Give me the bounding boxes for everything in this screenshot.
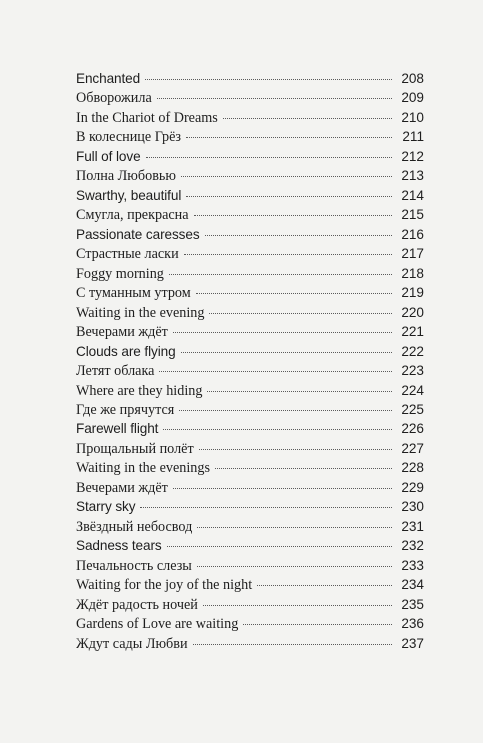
dot-leader bbox=[197, 565, 392, 567]
toc-entry-title: Звёздный небосвод bbox=[76, 518, 193, 535]
dot-leader bbox=[186, 195, 392, 197]
toc-entry-title: Ждёт радость ночей bbox=[76, 596, 198, 613]
toc-entry-page-number: 210 bbox=[401, 109, 424, 125]
toc-entry bbox=[76, 381, 424, 400]
toc-entry-title: Waiting for the joy of the night bbox=[76, 577, 253, 594]
dot-leader bbox=[194, 214, 392, 216]
toc-entry bbox=[76, 614, 424, 633]
toc-entry-title: Gardens of Love are waiting bbox=[76, 616, 239, 633]
toc-entry-title: Летят облака bbox=[76, 363, 155, 380]
toc-entry bbox=[76, 575, 424, 594]
dot-leader bbox=[186, 136, 392, 138]
toc-entry bbox=[76, 517, 424, 536]
toc-entry-title: Ждут сады Любви bbox=[76, 635, 188, 652]
toc-entry bbox=[76, 166, 424, 185]
toc-entry-page-number: 221 bbox=[401, 324, 424, 340]
toc-entry bbox=[76, 108, 424, 127]
toc-entry bbox=[76, 556, 424, 575]
toc-entry-page-number: 232 bbox=[401, 538, 424, 554]
toc-entry bbox=[76, 595, 424, 614]
dot-leader bbox=[146, 156, 392, 158]
toc-entry bbox=[76, 264, 424, 283]
toc-entry-title: Вечерами ждёт bbox=[76, 324, 168, 341]
toc-entry bbox=[76, 342, 424, 361]
toc-entry-page-number: 214 bbox=[401, 187, 424, 203]
dot-leader bbox=[207, 390, 392, 392]
toc-entry bbox=[76, 283, 424, 302]
dot-leader bbox=[197, 526, 392, 528]
dot-leader bbox=[184, 253, 392, 255]
toc-entry bbox=[76, 69, 424, 88]
dot-leader bbox=[181, 351, 392, 353]
toc-entry-title: Прощальный полёт bbox=[76, 440, 194, 457]
toc-entry-page-number: 212 bbox=[401, 148, 424, 164]
toc-entry-title: Полна Любовью bbox=[76, 168, 176, 185]
toc-entry-page-number: 217 bbox=[401, 246, 424, 262]
toc-entry-page-number: 233 bbox=[401, 557, 424, 573]
toc-entry bbox=[76, 244, 424, 263]
toc-entry-title: Swarthy, beautiful bbox=[76, 187, 182, 203]
toc-entry bbox=[76, 88, 424, 107]
toc-entry-page-number: 234 bbox=[401, 577, 424, 593]
dot-leader bbox=[163, 428, 392, 430]
dot-leader bbox=[243, 623, 392, 625]
dot-leader bbox=[167, 545, 392, 547]
toc-entry bbox=[76, 303, 424, 322]
toc-entry bbox=[76, 419, 424, 438]
dot-leader bbox=[257, 584, 392, 586]
toc-entry-page-number: 226 bbox=[401, 421, 424, 437]
toc-entry-title: Waiting in the evenings bbox=[76, 460, 211, 477]
toc-entry bbox=[76, 127, 424, 146]
toc-entry-page-number: 237 bbox=[401, 635, 424, 651]
toc-entry bbox=[76, 322, 424, 341]
toc-entry-title: В колеснице Грёз bbox=[76, 129, 182, 146]
toc-entry-page-number: 220 bbox=[401, 304, 424, 320]
toc-entry-page-number: 227 bbox=[401, 440, 424, 456]
toc-entry-page-number: 222 bbox=[401, 343, 424, 359]
toc-entry bbox=[76, 536, 424, 555]
dot-leader bbox=[169, 273, 392, 275]
dot-leader bbox=[173, 331, 392, 333]
toc-entry bbox=[76, 497, 424, 516]
toc-entry-page-number: 229 bbox=[401, 479, 424, 495]
toc-entry-page-number: 235 bbox=[401, 596, 424, 612]
toc-entry-page-number: 213 bbox=[401, 168, 424, 184]
toc-entry-title: Страстные ласки bbox=[76, 246, 179, 263]
toc-entry bbox=[76, 225, 424, 244]
toc-entry-page-number: 208 bbox=[401, 71, 424, 86]
toc-entry-page-number: 225 bbox=[401, 401, 424, 417]
dot-leader bbox=[205, 234, 392, 236]
toc-entry-page-number: 216 bbox=[401, 226, 424, 242]
toc-entry-title: Foggy morning bbox=[76, 265, 164, 282]
toc-entry-title: Where are they hiding bbox=[76, 382, 203, 399]
dot-leader bbox=[145, 78, 392, 80]
toc-entry-title: Обворожила bbox=[76, 90, 152, 107]
toc-entry bbox=[76, 147, 424, 166]
dot-leader bbox=[159, 370, 392, 372]
toc-entry-title: Вечерами ждёт bbox=[76, 479, 168, 496]
toc-entry bbox=[76, 186, 424, 205]
toc-entry-page-number: 224 bbox=[401, 382, 424, 398]
toc-entry-title: Где же прячутся bbox=[76, 401, 175, 418]
toc-entry bbox=[76, 400, 424, 419]
toc-entry bbox=[76, 478, 424, 497]
dot-leader bbox=[215, 467, 392, 469]
toc-entry-page-number: 223 bbox=[401, 363, 424, 379]
toc-entry-page-number: 228 bbox=[401, 460, 424, 476]
toc-entry-title: Starry sky bbox=[76, 499, 136, 515]
dot-leader bbox=[140, 506, 392, 508]
toc-entry-title: Sadness tears bbox=[76, 538, 162, 554]
toc-entry bbox=[76, 439, 424, 458]
dot-leader bbox=[196, 292, 392, 294]
toc-entry-title: Passionate caresses bbox=[76, 226, 200, 242]
toc-entry-title: Enchanted bbox=[76, 71, 141, 86]
toc-entry bbox=[76, 361, 424, 380]
toc-entry-page-number: 231 bbox=[401, 518, 424, 534]
toc-entry-page-number: 215 bbox=[401, 207, 424, 223]
dot-leader bbox=[173, 487, 392, 489]
toc-entry-title: Waiting in the evening bbox=[76, 304, 205, 321]
toc-entry-title: Full of love bbox=[76, 148, 141, 164]
toc-entry-page-number: 211 bbox=[402, 129, 424, 145]
dot-leader bbox=[223, 117, 392, 119]
toc-entry bbox=[76, 634, 424, 653]
toc-entry-title: Смугла, прекрасна bbox=[76, 207, 189, 224]
dot-leader bbox=[181, 175, 392, 177]
toc-entry bbox=[76, 458, 424, 477]
toc-entry-page-number: 219 bbox=[401, 285, 424, 301]
toc-entry bbox=[76, 205, 424, 224]
dot-leader bbox=[179, 409, 392, 411]
table-of-contents bbox=[76, 69, 424, 653]
toc-entry-page-number: 230 bbox=[401, 499, 424, 515]
dot-leader bbox=[203, 604, 392, 606]
toc-entry-page-number: 218 bbox=[401, 265, 424, 281]
toc-entry-page-number: 209 bbox=[401, 90, 424, 106]
toc-entry-title: In the Chariot of Dreams bbox=[76, 109, 218, 126]
toc-entry-title: Clouds are flying bbox=[76, 343, 176, 359]
dot-leader bbox=[157, 97, 392, 99]
dot-leader bbox=[199, 448, 392, 450]
toc-entry-title: С туманным утром bbox=[76, 285, 191, 302]
toc-entry-page-number: 236 bbox=[401, 616, 424, 632]
toc-entry-title: Farewell flight bbox=[76, 421, 159, 437]
dot-leader bbox=[209, 312, 392, 314]
dot-leader bbox=[193, 643, 392, 645]
toc-entry-title: Печальность слезы bbox=[76, 557, 192, 574]
